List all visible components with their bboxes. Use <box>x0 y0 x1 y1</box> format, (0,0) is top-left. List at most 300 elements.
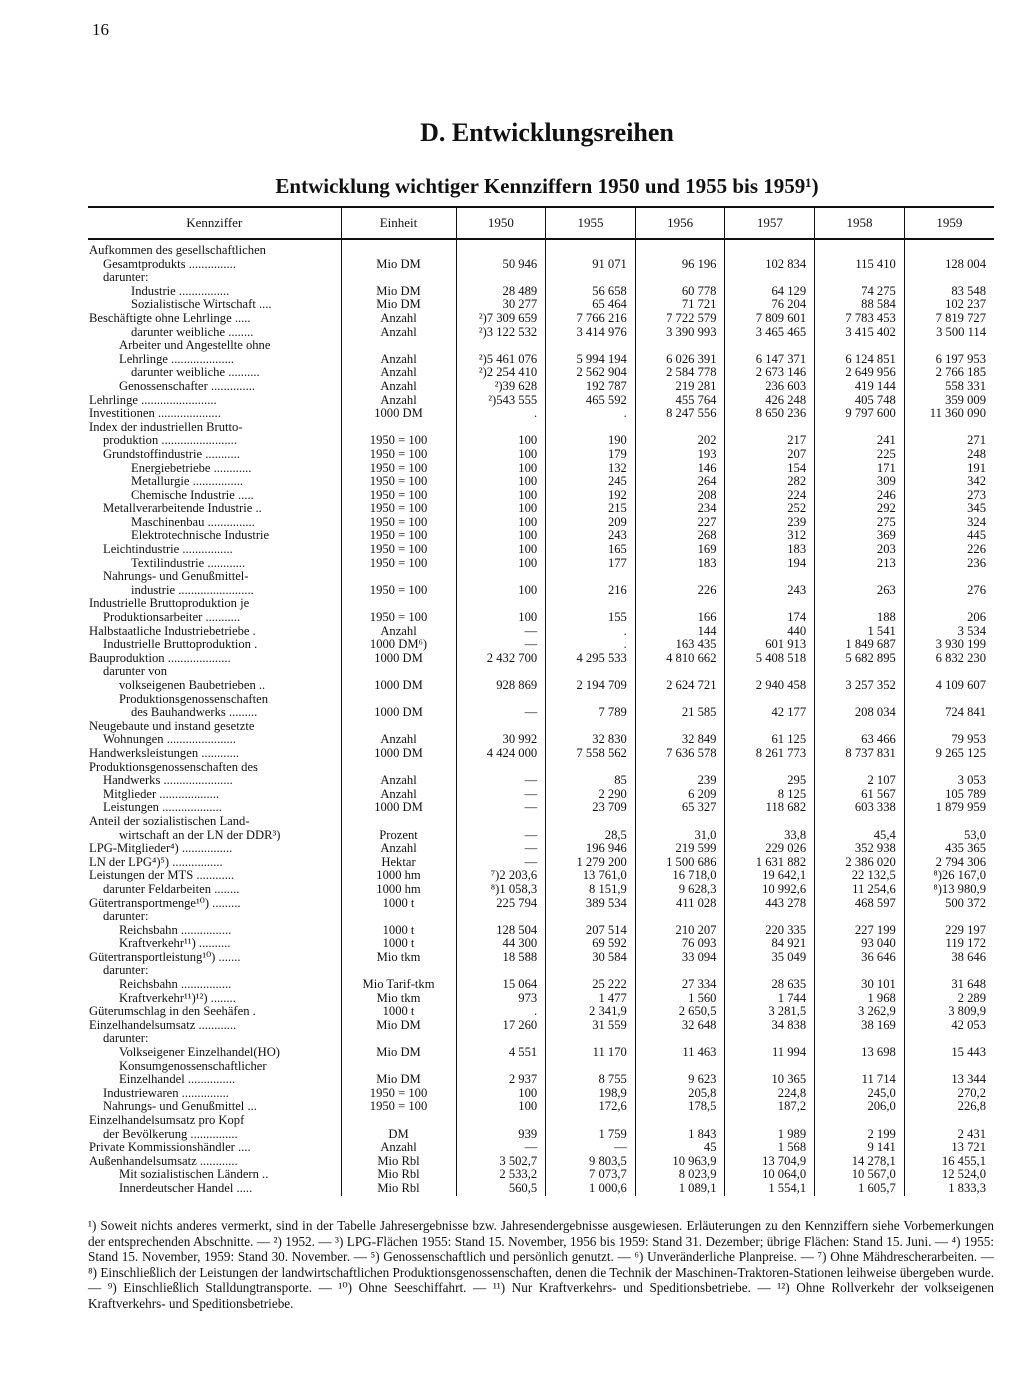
table-row <box>88 693 994 707</box>
value-cell: 100 <box>456 475 546 489</box>
unit-cell: 1000 t <box>341 937 456 951</box>
row-label-text: produktion ........................ <box>103 434 237 448</box>
row-label <box>88 1019 341 1033</box>
value-cell: 207 <box>725 448 815 462</box>
value-cell: 248 <box>904 448 994 462</box>
table-row <box>88 801 994 815</box>
value-cell: — <box>546 1141 636 1155</box>
row-label-text: Produktionsgenossenschaften <box>119 692 269 706</box>
row-label-text: Wohnungen ...................... <box>103 733 236 747</box>
value-cell: 45 <box>635 1141 725 1155</box>
table-row <box>88 516 994 530</box>
value-cell: 973 <box>456 992 546 1006</box>
row-label-text: Einzelhandel ............... <box>119 1073 236 1087</box>
value-cell: 342 <box>904 475 994 489</box>
value-cell: 16 455,1 <box>904 1155 994 1169</box>
unit-cell: 1950 = 100 <box>341 462 456 476</box>
unit-cell <box>341 964 456 978</box>
row-label-text: Gesamtprodukts ............... <box>103 257 236 271</box>
value-cell: ⁸)1 058,3 <box>456 883 546 897</box>
row-label-text: Energiebetriebe ............ <box>131 461 252 475</box>
value-cell: 166 <box>635 611 725 625</box>
value-cell: 30 992 <box>456 733 546 747</box>
value-cell: 60 778 <box>635 285 725 299</box>
value-cell: 2 432 700 <box>456 652 546 666</box>
row-label-text: Mitglieder ................... <box>103 787 220 801</box>
value-cell: 154 <box>725 462 815 476</box>
value-cell: 440 <box>725 625 815 639</box>
row-label-text: darunter weibliche .......... <box>131 366 260 380</box>
value-cell: 263 <box>815 584 905 598</box>
value-cell <box>635 720 725 734</box>
unit-cell: Anzahl <box>341 1141 456 1155</box>
value-cell: . <box>546 407 636 421</box>
row-label-text: Sozialistische Wirtschaft .... <box>131 298 272 312</box>
unit-cell: Anzahl <box>341 394 456 408</box>
value-cell: 96 196 <box>635 258 725 272</box>
value-cell: 435 365 <box>904 842 994 856</box>
value-cell: 8 247 556 <box>635 407 725 421</box>
value-cell: 1 744 <box>725 992 815 1006</box>
unit-cell: 1950 = 100 <box>341 584 456 598</box>
value-cell: 105 789 <box>904 788 994 802</box>
row-label-text: Industrielle Bruttoproduktion je <box>89 597 250 611</box>
value-cell: 183 <box>725 543 815 557</box>
table-row <box>88 978 994 992</box>
value-cell: 194 <box>725 557 815 571</box>
row-label-text: Güterumschlag in den Seehäfen . <box>89 1005 256 1019</box>
row-label <box>88 638 341 652</box>
value-cell: 426 248 <box>725 394 815 408</box>
row-label-text: darunter von <box>103 665 167 679</box>
value-cell: 9 803,5 <box>546 1155 636 1169</box>
value-cell <box>546 964 636 978</box>
table-row <box>88 502 994 516</box>
value-cell <box>815 421 905 435</box>
value-cell: 219 599 <box>635 842 725 856</box>
table-row <box>88 394 994 408</box>
value-cell: 8 023,9 <box>635 1168 725 1182</box>
table-row <box>88 312 994 326</box>
table-row <box>88 1168 994 1182</box>
row-label <box>88 1046 341 1060</box>
value-cell: — <box>456 706 546 720</box>
value-cell: 2 649 956 <box>815 366 905 380</box>
row-label <box>88 584 341 598</box>
value-cell: ²)2 254 410 <box>456 366 546 380</box>
value-cell: 192 787 <box>546 380 636 394</box>
value-cell: 83 548 <box>904 285 994 299</box>
unit-cell: 1950 = 100 <box>341 529 456 543</box>
value-cell: 208 034 <box>815 706 905 720</box>
value-cell: 165 <box>546 543 636 557</box>
value-cell <box>635 1060 725 1074</box>
value-cell: 174 <box>725 611 815 625</box>
row-label-text: darunter: <box>103 910 149 924</box>
row-label-text: Metallverarbeitende Industrie .. <box>103 502 262 516</box>
unit-cell: Mio Rbl <box>341 1182 456 1196</box>
unit-cell: 1000 DM <box>341 801 456 815</box>
value-cell: — <box>456 774 546 788</box>
value-cell <box>635 964 725 978</box>
value-cell <box>725 570 815 584</box>
value-cell: 9 265 125 <box>904 747 994 761</box>
row-label <box>88 239 341 258</box>
row-label <box>88 992 341 1006</box>
row-label <box>88 951 341 965</box>
value-cell: 224 <box>725 489 815 503</box>
table-row <box>88 557 994 571</box>
row-label-text: Kraftverkehr¹¹)¹²) ........ <box>119 991 236 1005</box>
value-cell <box>904 761 994 775</box>
value-cell: 271 <box>904 434 994 448</box>
row-label-text: Chemische Industrie ..... <box>131 488 254 502</box>
value-cell: 2 289 <box>904 992 994 1006</box>
row-label-text: Metallurgie ................ <box>131 475 244 489</box>
value-cell: 21 585 <box>635 706 725 720</box>
value-cell: 282 <box>725 475 815 489</box>
value-cell: 6 832 230 <box>904 652 994 666</box>
table-row <box>88 366 994 380</box>
value-cell: 226 <box>635 584 725 598</box>
row-label <box>88 665 341 679</box>
value-cell: 33 094 <box>635 951 725 965</box>
row-label <box>88 557 341 571</box>
unit-cell: Anzahl <box>341 312 456 326</box>
table-row <box>88 842 994 856</box>
value-cell: 10 963,9 <box>635 1155 725 1169</box>
table-row <box>88 407 994 421</box>
value-cell: 243 <box>725 584 815 598</box>
value-cell: 2 341,9 <box>546 1005 636 1019</box>
value-cell: 3 500 114 <box>904 326 994 340</box>
value-cell <box>904 1032 994 1046</box>
table-row <box>88 1046 994 1060</box>
unit-cell: 1000 t <box>341 924 456 938</box>
value-cell: 196 946 <box>546 842 636 856</box>
value-cell <box>635 597 725 611</box>
value-cell <box>546 720 636 734</box>
table-row <box>88 747 994 761</box>
unit-cell: 1950 = 100 <box>341 1100 456 1114</box>
value-cell: . <box>456 407 546 421</box>
value-cell: 2 431 <box>904 1128 994 1142</box>
value-cell: 227 <box>635 516 725 530</box>
value-cell: 4 424 000 <box>456 747 546 761</box>
value-cell: 31 648 <box>904 978 994 992</box>
value-cell: 2 650,5 <box>635 1005 725 1019</box>
table-row <box>88 761 994 775</box>
value-cell: 74 275 <box>815 285 905 299</box>
value-cell <box>456 239 546 258</box>
row-label <box>88 462 341 476</box>
value-cell: 2 940 458 <box>725 679 815 693</box>
value-cell <box>815 339 905 353</box>
row-label <box>88 339 341 353</box>
value-cell: 273 <box>904 489 994 503</box>
unit-cell: Anzahl <box>341 733 456 747</box>
table-row <box>88 271 994 285</box>
footnote-text: ¹) Soweit nichts anderes vermerkt, sind in der Tabelle Jahresergebnisse bzw. Jahresendergebnisse ausgewiesen. Erläuterungen zu den Kennziffern siehe Vorbemerkungen der entsprechenden Abschnitte. — ²) 1952. — ³) LPG-Flächen 1955: Stand 15. November, 1956 bis 1959: Stand 31. Dezember; übrige Flächen: Stand 15. Juni. — ⁴) 1955: Stand 15. November, 1959: Stand 30. November. — ⁵) Genossenschaftlich und persönlich genutzt. — ⁶) Unveränderliche Planpreise. — ⁷) Ohne Mähdrescherarbeiten. — ⁸) Einschließlich der Leistungen der landwirtschaftlichen Produktionsgenossenschaften, denen die Technik der Maschinen-Traktoren-Stationen leihweise übergeben wurde. — ⁹) Einschließlich Stalldungtransporte. — ¹⁰) Ohne Seeschiffahrt. — ¹¹) Nur Kraftverkehrs- und Speditionsbetriebe. — ¹²) Ohne Rollverkehr der volkseigenen Kraftverkehrs- und Speditionsbetriebe. <box>88 1218 994 1311</box>
table-row <box>88 720 994 734</box>
unit-cell: 1950 = 100 <box>341 1087 456 1101</box>
value-cell <box>456 1060 546 1074</box>
value-cell: 61 125 <box>725 733 815 747</box>
value-cell: ²)39 628 <box>456 380 546 394</box>
value-cell: 219 281 <box>635 380 725 394</box>
value-cell: 28 489 <box>456 285 546 299</box>
value-cell: 1 631 882 <box>725 856 815 870</box>
value-cell: 1 560 <box>635 992 725 1006</box>
row-label <box>88 1141 341 1155</box>
table-row <box>88 1155 994 1169</box>
value-cell <box>725 1114 815 1128</box>
row-label-text: Einzelhandelsumsatz pro Kopf <box>89 1114 245 1127</box>
unit-cell <box>341 271 456 285</box>
row-label <box>88 489 341 503</box>
value-cell: . <box>546 638 636 652</box>
value-cell: 31 559 <box>546 1019 636 1033</box>
row-label-text: Außenhandelsumsatz ............ <box>89 1154 238 1168</box>
table-row <box>88 570 994 584</box>
value-cell <box>546 339 636 353</box>
value-cell <box>815 239 905 258</box>
unit-cell <box>341 693 456 707</box>
value-cell <box>815 665 905 679</box>
row-label <box>88 1182 341 1196</box>
value-cell <box>904 597 994 611</box>
value-cell <box>815 1032 905 1046</box>
value-cell: 309 <box>815 475 905 489</box>
column-header: Kennziffer <box>88 207 341 239</box>
value-cell <box>725 964 815 978</box>
unit-cell: 1000 DM <box>341 407 456 421</box>
value-cell: 100 <box>456 529 546 543</box>
value-cell <box>546 421 636 435</box>
value-cell: 7 789 <box>546 706 636 720</box>
unit-cell: 1950 = 100 <box>341 434 456 448</box>
row-label <box>88 448 341 462</box>
row-label-text: darunter: <box>103 1032 149 1046</box>
table-row <box>88 353 994 367</box>
value-cell: 4 109 607 <box>904 679 994 693</box>
value-cell: 71 721 <box>635 298 725 312</box>
value-cell: 928 869 <box>456 679 546 693</box>
value-cell: 79 953 <box>904 733 994 747</box>
table-row <box>88 665 994 679</box>
value-cell: 100 <box>456 557 546 571</box>
value-cell: 19 642,1 <box>725 869 815 883</box>
value-cell: 188 <box>815 611 905 625</box>
value-cell: 178,5 <box>635 1100 725 1114</box>
value-cell: 179 <box>546 448 636 462</box>
value-cell: 1 279 200 <box>546 856 636 870</box>
row-label-text: Innerdeutscher Handel ..... <box>119 1181 253 1195</box>
row-label <box>88 1060 341 1074</box>
unit-cell: Prozent <box>341 829 456 843</box>
value-cell: 6 124 851 <box>815 353 905 367</box>
value-cell: 6 209 <box>635 788 725 802</box>
row-label <box>88 366 341 380</box>
unit-cell <box>341 815 456 829</box>
unit-cell: Anzahl <box>341 366 456 380</box>
table-row <box>88 774 994 788</box>
value-cell: — <box>456 801 546 815</box>
value-cell <box>725 421 815 435</box>
value-cell: 88 584 <box>815 298 905 312</box>
value-cell: 3 257 352 <box>815 679 905 693</box>
row-label <box>88 1128 341 1142</box>
row-label-text: Arbeiter und Angestellte ohne <box>119 339 271 353</box>
value-cell: ⁷)2 203,6 <box>456 869 546 883</box>
value-cell: 102 834 <box>725 258 815 272</box>
value-cell: 239 <box>725 516 815 530</box>
value-cell <box>456 271 546 285</box>
table-row <box>88 1114 994 1128</box>
row-label <box>88 774 341 788</box>
value-cell: — <box>456 1141 546 1155</box>
value-cell: 115 410 <box>815 258 905 272</box>
unit-cell <box>341 761 456 775</box>
value-cell: 1 605,7 <box>815 1182 905 1196</box>
value-cell: 203 <box>815 543 905 557</box>
table-row <box>88 1182 994 1196</box>
value-cell: 22 132,5 <box>815 869 905 883</box>
row-label-text: Maschinenbau ............... <box>131 515 255 529</box>
value-cell: 3 930 199 <box>904 638 994 652</box>
row-label <box>88 801 341 815</box>
value-cell <box>546 693 636 707</box>
unit-cell: 1000 DM⁶) <box>341 638 456 652</box>
value-cell <box>456 1114 546 1128</box>
value-cell: 187,2 <box>725 1100 815 1114</box>
value-cell: 229 197 <box>904 924 994 938</box>
unit-cell: Mio DM <box>341 1019 456 1033</box>
value-cell <box>904 570 994 584</box>
value-cell: 369 <box>815 529 905 543</box>
row-label-text: Neugebaute und instand gesetzte <box>89 719 255 733</box>
table-row <box>88 733 994 747</box>
value-cell: 50 946 <box>456 258 546 272</box>
row-label-text: industrie ........................ <box>131 583 254 597</box>
value-cell: ²)543 555 <box>456 394 546 408</box>
value-cell: 64 129 <box>725 285 815 299</box>
unit-cell: 1950 = 100 <box>341 543 456 557</box>
value-cell: — <box>456 842 546 856</box>
table-row <box>88 475 994 489</box>
row-label-text: Anteil der sozialistischen Land- <box>89 814 250 828</box>
value-cell: 202 <box>635 434 725 448</box>
value-cell: 31,0 <box>635 829 725 843</box>
value-cell: 100 <box>456 448 546 462</box>
unit-cell: Mio DM <box>341 285 456 299</box>
table-row <box>88 597 994 611</box>
table-row <box>88 924 994 938</box>
value-cell: 209 <box>546 516 636 530</box>
table-row <box>88 951 994 965</box>
row-label <box>88 679 341 693</box>
value-cell: 128 004 <box>904 258 994 272</box>
table-row <box>88 869 994 883</box>
row-label <box>88 285 341 299</box>
value-cell: 220 335 <box>725 924 815 938</box>
value-cell: 10 365 <box>725 1073 815 1087</box>
value-cell: 2 794 306 <box>904 856 994 870</box>
row-label <box>88 978 341 992</box>
value-cell: 205,8 <box>635 1087 725 1101</box>
unit-cell: 1950 = 100 <box>341 489 456 503</box>
value-cell: 560,5 <box>456 1182 546 1196</box>
footnotes <box>88 1218 994 1312</box>
value-cell <box>635 570 725 584</box>
unit-cell <box>341 570 456 584</box>
row-label <box>88 543 341 557</box>
row-label-text: Konsumgenossenschaftlicher <box>119 1059 267 1073</box>
row-label <box>88 733 341 747</box>
value-cell <box>815 815 905 829</box>
value-cell <box>635 693 725 707</box>
value-cell: 216 <box>546 584 636 598</box>
unit-cell: 1950 = 100 <box>341 557 456 571</box>
value-cell: 1 000,6 <box>546 1182 636 1196</box>
table-body <box>88 239 994 1196</box>
row-label <box>88 434 341 448</box>
row-label-text: Leistungen der MTS ............ <box>89 869 235 883</box>
row-label <box>88 1032 341 1046</box>
row-label-text: Leichtindustrie ................ <box>103 543 233 557</box>
value-cell: 724 841 <box>904 706 994 720</box>
unit-cell: Mio Rbl <box>341 1155 456 1169</box>
value-cell <box>904 720 994 734</box>
value-cell: 7 766 216 <box>546 312 636 326</box>
value-cell: 601 913 <box>725 638 815 652</box>
value-cell: 4 551 <box>456 1046 546 1060</box>
value-cell <box>635 1032 725 1046</box>
row-label <box>88 964 341 978</box>
row-label <box>88 570 341 584</box>
value-cell: 234 <box>635 502 725 516</box>
value-cell: 118 682 <box>725 801 815 815</box>
row-label-text: der Bevölkerung ............... <box>103 1127 238 1141</box>
value-cell <box>904 815 994 829</box>
value-cell: 3 809,9 <box>904 1005 994 1019</box>
value-cell <box>456 720 546 734</box>
row-label-text: Nahrungs- und Genußmittel- <box>103 570 249 584</box>
row-label <box>88 394 341 408</box>
row-label <box>88 910 341 924</box>
value-cell: 324 <box>904 516 994 530</box>
table-row <box>88 543 994 557</box>
value-cell: 275 <box>815 516 905 530</box>
row-label <box>88 502 341 516</box>
value-cell: 455 764 <box>635 394 725 408</box>
unit-cell <box>341 239 456 258</box>
value-cell: 8 261 773 <box>725 747 815 761</box>
value-cell: 2 290 <box>546 788 636 802</box>
value-cell: 155 <box>546 611 636 625</box>
value-cell <box>546 1032 636 1046</box>
value-cell: 10 064,0 <box>725 1168 815 1182</box>
unit-cell: 1950 = 100 <box>341 448 456 462</box>
value-cell: 2 386 020 <box>815 856 905 870</box>
value-cell: 345 <box>904 502 994 516</box>
row-label <box>88 597 341 611</box>
value-cell: 6 026 391 <box>635 353 725 367</box>
unit-cell: DM <box>341 1128 456 1142</box>
value-cell <box>815 720 905 734</box>
value-cell: 227 199 <box>815 924 905 938</box>
unit-cell: Mio DM <box>341 1046 456 1060</box>
